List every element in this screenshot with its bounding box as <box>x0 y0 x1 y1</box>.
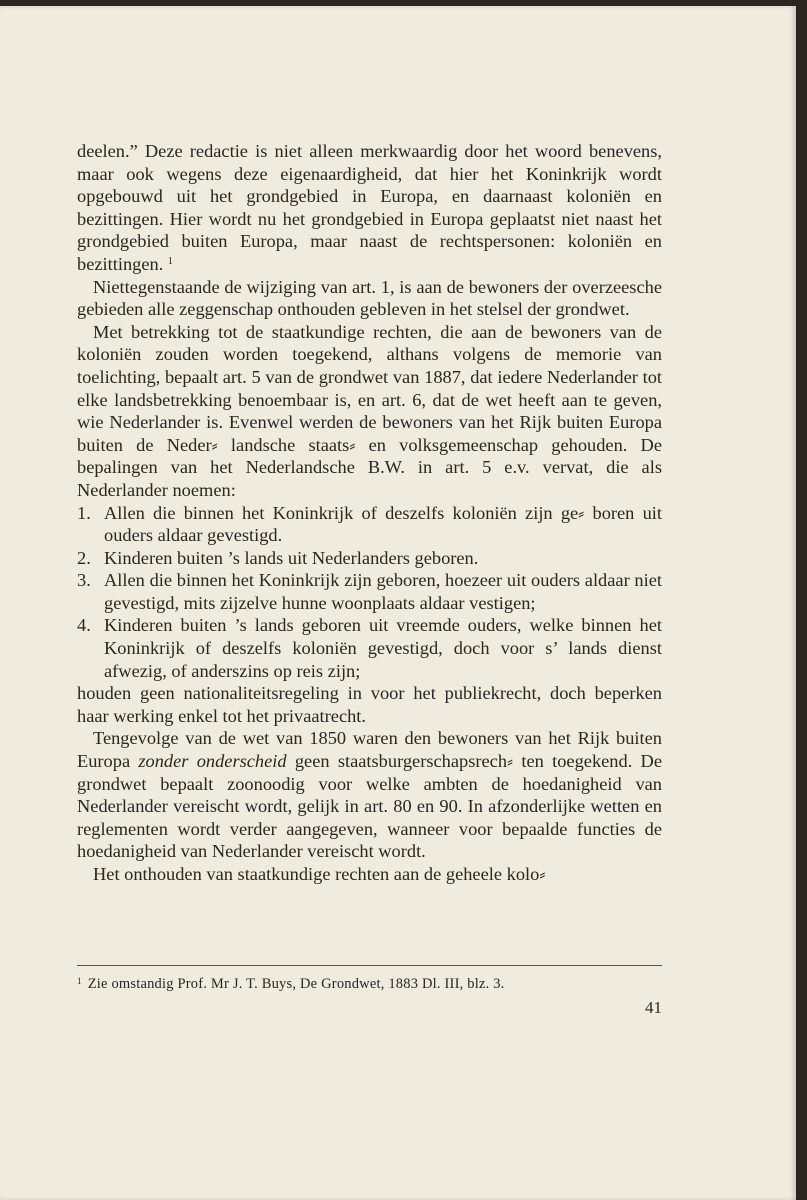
paragraph-2: Niettegenstaande de wijziging van art. 1, is aan de bewoners der overzeesche gebieden alle zeggenschap onthouden gebleven in het stelsel der grondwet. <box>77 276 662 320</box>
list-item-text: Allen die binnen het Koninkrijk zijn geboren, hoezeer uit ouders aldaar niet gevestigd, mits zijzelve hunne woonplaats aldaar vestigen; <box>104 570 662 613</box>
list-number: 1. <box>77 502 91 523</box>
footnote-text: Zie omstandig Prof. Mr J. T. Buys, De Grondwet, 1883 Dl. III, blz. 3. <box>87 976 505 992</box>
paragraph-4: Tengevolge van de wet van 1850 waren den bewoners van het Rijk buiten Europa zonder onderscheid geen staatsburgerschapsrech⸗ ten toegekend. De grondwet bepaalt zoonoodig voor welke ambten de hoedanigheid van Nederlander vereischt wordt, gelijk in art. 80 en 90. In afzonderlijke wetten en reglementen wordt verder aangegeven, wanneer voor bepaalde functies de hoedanigheid van Nederlander vereischt wordt. <box>77 728 662 862</box>
body-text <box>77 140 662 886</box>
page-number: 41 <box>645 998 662 1017</box>
nationality-list <box>77 502 662 683</box>
list-item <box>77 569 662 614</box>
list-item <box>77 502 662 547</box>
footnote-reference: 1 <box>167 255 173 267</box>
footnote <box>77 972 662 993</box>
paragraph-after-list: houden geen nationaliteitsregeling in voor het publiekrecht, doch beperken haar werking enkel tot het privaatrecht. <box>77 683 662 726</box>
list-item <box>77 614 662 682</box>
list-item-text: Kinderen buiten ’s lands geboren uit vreemde ouders, welke binnen het Koninkrijk of deszelfs koloniën gevestigd, doch voor s’ lands dienst afwezig, of anderszins op reis zijn; <box>104 615 662 681</box>
list-number: 2. <box>77 547 91 568</box>
list-item-text: Allen die binnen het Koninkrijk of deszelfs koloniën zijn ge⸗ boren uit ouders aldaar gevestigd. <box>104 502 662 546</box>
list-number: 4. <box>77 615 91 636</box>
paragraph-5: Het onthouden van staatkundige rechten aan de geheele kolo⸗ <box>93 864 546 884</box>
list-item-text: Kinderen buiten ’s lands uit Nederlanders geboren. <box>104 547 479 568</box>
emphasis: zonder onderscheid <box>138 751 287 772</box>
list-number: 3. <box>77 570 91 591</box>
list-item <box>77 547 662 570</box>
footnote-marker: 1 <box>77 976 82 986</box>
footnote-divider <box>77 965 662 966</box>
paragraph-1: deelen.” Deze redactie is niet alleen merkwaardig door het woord benevens, maar ook wegens deze eigenaardigheid, dat hier het Koninkrijk wordt opgebouwd uit het grondgebied in Europa, en daarnaast koloniën en bezittingen. Hier wordt nu het grondgebied in Europa geplaatst niet naast het grondgebied buiten Europa, maar naast de rechtspersonen: koloniën en bezittingen. $^1$ <box>77 141 662 274</box>
paragraph-3: Met betrekking tot de staatkundige rechten, die aan de bewoners van de koloniën zouden worden toegekend, althans volgens de memorie van toelichting, bepaalt art. 5 van de grondwet van 1887, dat iedere Nederlander tot elke landsbetrekking benoembaar is, en art. 6, dat de wet heeft aan te geven, wie Nederlander is. Evenwel werden de bewoners van het Rijk buiten Europa buiten de Neder⸗ landsche staats⸗ en volksgemeenschap gehouden. De bepalingen van het Nederlandsche B.W. in art. 5 e.v. vervat, die als Nederlander noemen: <box>77 321 662 500</box>
